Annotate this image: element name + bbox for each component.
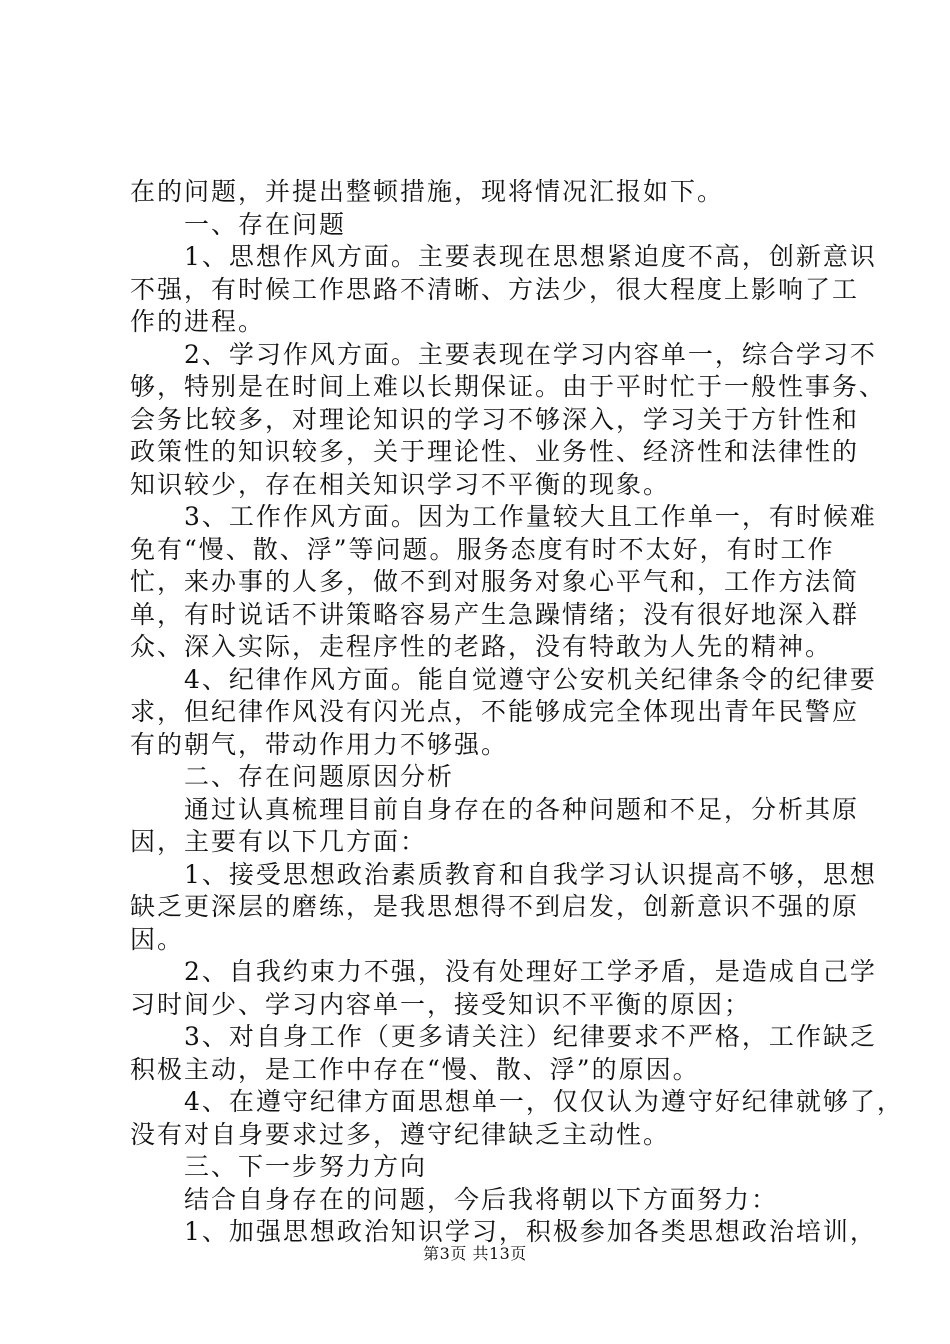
text-line: 1、接受思想政治素质教育和自我学习认识提高不够，思想 bbox=[130, 859, 877, 889]
section-heading: 二、存在问题原因分析 bbox=[130, 762, 455, 791]
text-line: 1、思想作风方面。主要表现在思想紧迫度不高，创新意识 bbox=[130, 242, 877, 271]
text-line: 作的进程。 bbox=[130, 307, 266, 336]
text-line: 忙，来办事的人多，做不到对服务对象心平气和，工作方法简 bbox=[130, 567, 860, 596]
document-body bbox=[130, 176, 904, 1249]
text-line: 求，但纪律作风没有闪光点，不能够成完全体现出青年民警应 bbox=[130, 697, 860, 726]
text-line: 政策性的知识较多，关于理论性、业务性、经济性和法律性的 bbox=[130, 437, 860, 466]
section-heading: 三、下一步努力方向 bbox=[130, 1152, 428, 1181]
text-line: 不强，有时候工作思路不清晰、方法少，很大程度上影响了工 bbox=[130, 274, 860, 304]
page-number-footer: 第3页 共13页 bbox=[423, 1244, 527, 1263]
section-heading: 一、存在问题 bbox=[130, 209, 347, 239]
text-line: 积极主动，是工作中存在“慢、散、浮”的原因。 bbox=[130, 1054, 700, 1084]
text-line: 2、学习作风方面。主要表现在学习内容单一，综合学习不 bbox=[130, 339, 877, 369]
text-line: 3、工作作风方面。因为工作量较大且工作单一，有时候难 bbox=[130, 502, 877, 531]
text-line: 够，特别是在时间上难以长期保证。由于平时忙于一般性事务、 bbox=[130, 372, 887, 401]
text-line: 1、加强思想政治知识学习，积极参加各类思想政治培训， bbox=[130, 1217, 877, 1246]
text-line: 因。 bbox=[130, 924, 185, 954]
text-line: 没有对自身要求过多，遵守纪律缺乏主动性。 bbox=[130, 1119, 671, 1149]
text-line: 结合自身存在的问题，今后我将朝以下方面努力： bbox=[130, 1184, 779, 1214]
text-line: 因，主要有以下几方面： bbox=[130, 827, 428, 856]
text-line: 通过认真梳理目前自身存在的各种问题和不足，分析其原 bbox=[130, 794, 860, 824]
text-line: 众、深入实际，走程序性的老路，没有特敢为人先的精神。 bbox=[130, 632, 833, 661]
text-line: 会务比较多，对理论知识的学习不够深入，学习关于方针性和 bbox=[130, 404, 860, 434]
text-line: 4、在遵守纪律方面思想单一，仅仅认为遵守好纪律就够了， bbox=[130, 1087, 904, 1116]
text-line: 习时间少、学习内容单一，接受知识不平衡的原因； bbox=[130, 989, 752, 1019]
text-line: 有的朝气，带动作用力不够强。 bbox=[130, 729, 509, 759]
text-line: 4、纪律作风方面。能自觉遵守公安机关纪律条令的纪律要 bbox=[130, 664, 877, 694]
text-line: 知识较少，存在相关知识学习不平衡的现象。 bbox=[130, 469, 671, 499]
text-line: 2、自我约束力不强，没有处理好工学矛盾，是造成自己学 bbox=[130, 957, 877, 986]
text-line: 在的问题，并提出整顿措施，现将情况汇报如下。 bbox=[130, 177, 725, 206]
text-line: 缺乏更深层的磨练，是我思想得不到启发，创新意识不强的原 bbox=[130, 892, 860, 921]
text-line: 免有“慢、散、浮”等问题。服务态度有时不太好，有时工作 bbox=[130, 534, 835, 564]
text-line: 单，有时说话不讲策略容易产生急躁情绪；没有很好地深入群 bbox=[130, 599, 860, 629]
text-line: 3、对自身工作（更多请关注）纪律要求不严格，工作缺乏 bbox=[130, 1022, 877, 1051]
